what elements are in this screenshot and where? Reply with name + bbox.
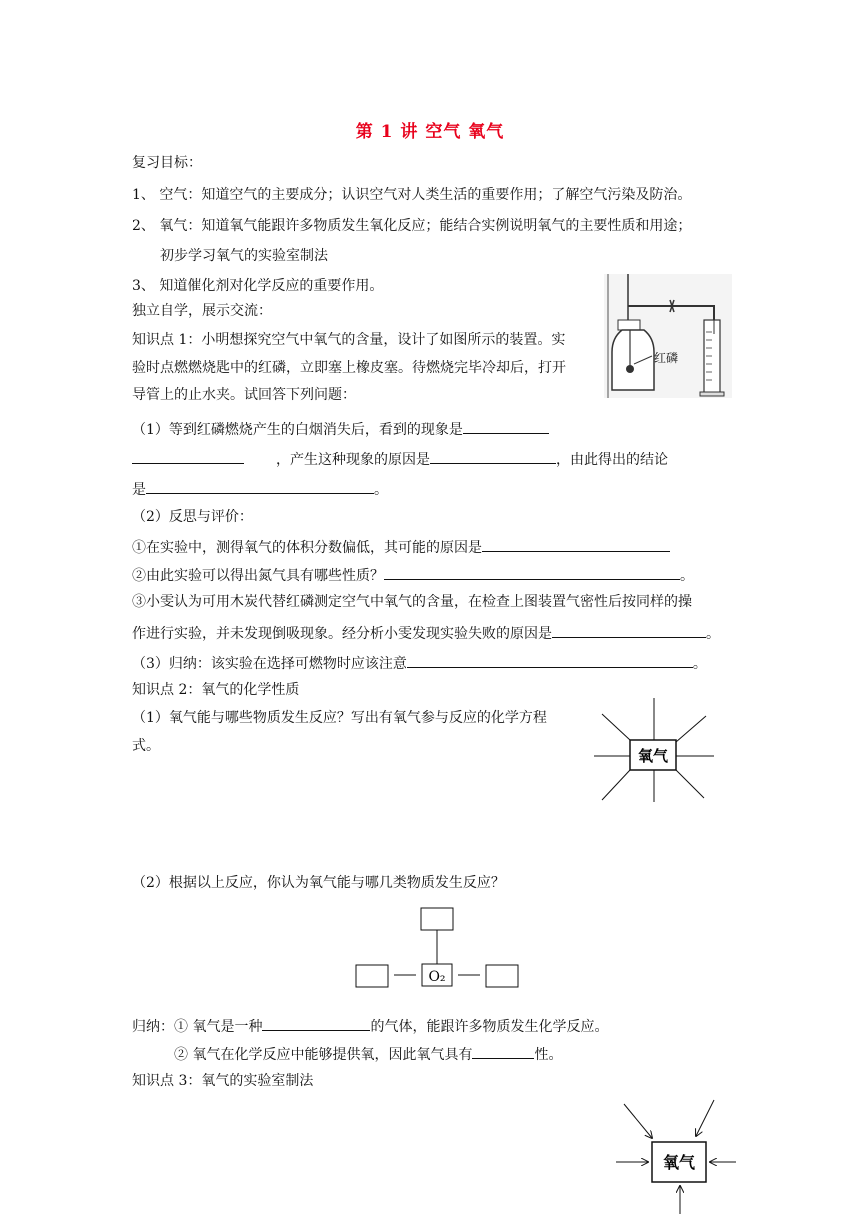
answer-blank[interactable] bbox=[552, 622, 706, 638]
objective-1: 1、 空气：知道空气的主要成分；认识空气对人类生活的重要作用；了解空气污染及防治。 bbox=[132, 187, 692, 203]
oxygen-reaction-diagram bbox=[594, 694, 718, 806]
answer-blank[interactable] bbox=[463, 418, 549, 434]
o2-label: O₂ bbox=[428, 969, 446, 985]
kp2-q2: （2）根据以上反应，你认为氧气能与哪几类物质发生反应？ bbox=[132, 875, 505, 891]
page-title: 第 1 讲 空气 氧气 bbox=[355, 122, 505, 142]
kp2-summary-1: 归纳：① 氧气是一种 的气体，能跟许多物质发生化学反应。 bbox=[132, 1015, 608, 1037]
objective-3: 3、 知道催化剂对化学反应的重要作用。 bbox=[132, 278, 384, 294]
oxygen-preparation-diagram bbox=[616, 1098, 740, 1214]
apparatus-label: 红磷 bbox=[654, 351, 679, 365]
kp1-q1-b: ，产生这种现象的原因是 ，由此得出的结论 bbox=[276, 448, 668, 470]
kp1-q2: （2）反思与评价： bbox=[132, 509, 253, 525]
kp2-q1a: （1）氧气能与哪些物质发生反应？写出有氧气参与反应的化学方程 bbox=[132, 710, 547, 726]
kp1-line-1: 知识点 1：小明想探究空气中氧气的含量，设计了如图所示的装置。实 bbox=[132, 332, 566, 348]
kp1-q2-2: ②由此实验可以得出氮气具有哪些性质？ 。 bbox=[132, 564, 694, 586]
answer-box-left[interactable] bbox=[356, 965, 388, 987]
self-study-heading: 独立自学，展示交流： bbox=[132, 303, 272, 319]
answer-blank[interactable] bbox=[262, 1015, 370, 1031]
oxygen-center-label-2: 氧气 bbox=[662, 1153, 696, 1172]
answer-blank-line[interactable] bbox=[132, 448, 244, 470]
oxygen-center-label: 氧气 bbox=[637, 747, 669, 765]
kp2-q1b: 式。 bbox=[132, 738, 160, 754]
answer-blank[interactable] bbox=[146, 478, 374, 494]
answer-blank[interactable] bbox=[384, 564, 680, 580]
kp3-heading: 知识点 3：氧气的实验室制法 bbox=[132, 1073, 314, 1089]
kp1-q1-c: 是 。 bbox=[132, 478, 388, 500]
answer-box-top[interactable] bbox=[421, 908, 453, 930]
phosphorus-apparatus-figure bbox=[604, 274, 732, 398]
objective-2-cont: 初步学习氧气的实验室制法 bbox=[160, 248, 328, 264]
answer-blank[interactable] bbox=[407, 652, 693, 668]
o2-classification-diagram bbox=[354, 906, 520, 992]
answer-box-right[interactable] bbox=[486, 965, 518, 987]
kp1-q2-3a: ③小雯认为可用木炭代替红磷测定空气中氧气的含量，在检查上图装置气密性后按同样的操 bbox=[132, 594, 692, 610]
kp1-q2-3b: 作进行实验，并未发现倒吸现象。经分析小雯发现实验失败的原因是 。 bbox=[132, 622, 720, 644]
objectives-heading: 复习目标： bbox=[132, 155, 202, 171]
answer-blank[interactable] bbox=[472, 1043, 534, 1059]
kp1-q3: （3）归纳：该实验在选择可燃物时应该注意 。 bbox=[132, 652, 707, 674]
answer-blank[interactable] bbox=[430, 448, 556, 464]
answer-blank[interactable] bbox=[482, 536, 670, 552]
kp1-q1-a: （1）等到红磷燃烧产生的白烟消失后，看到的现象是 bbox=[132, 418, 549, 440]
kp2-summary-2: ② 氧气在化学反应中能够提供氧，因此氧气具有 性。 bbox=[174, 1043, 562, 1065]
kp1-line-2: 验时点燃燃烧匙中的红磷，立即塞上橡皮塞。待燃烧完毕冷却后，打开 bbox=[132, 360, 566, 376]
kp1-q2-1: ①在实验中，测得氧气的体积分数偏低，其可能的原因是 bbox=[132, 536, 670, 558]
objective-2: 2、 氧气：知道氧气能跟许多物质发生氧化反应；能结合实例说明氧气的主要性质和用途； bbox=[132, 218, 692, 234]
kp1-line-3: 导管上的止水夹。试回答下列问题： bbox=[132, 387, 356, 403]
kp2-heading: 知识点 2：氧气的化学性质 bbox=[132, 682, 300, 698]
